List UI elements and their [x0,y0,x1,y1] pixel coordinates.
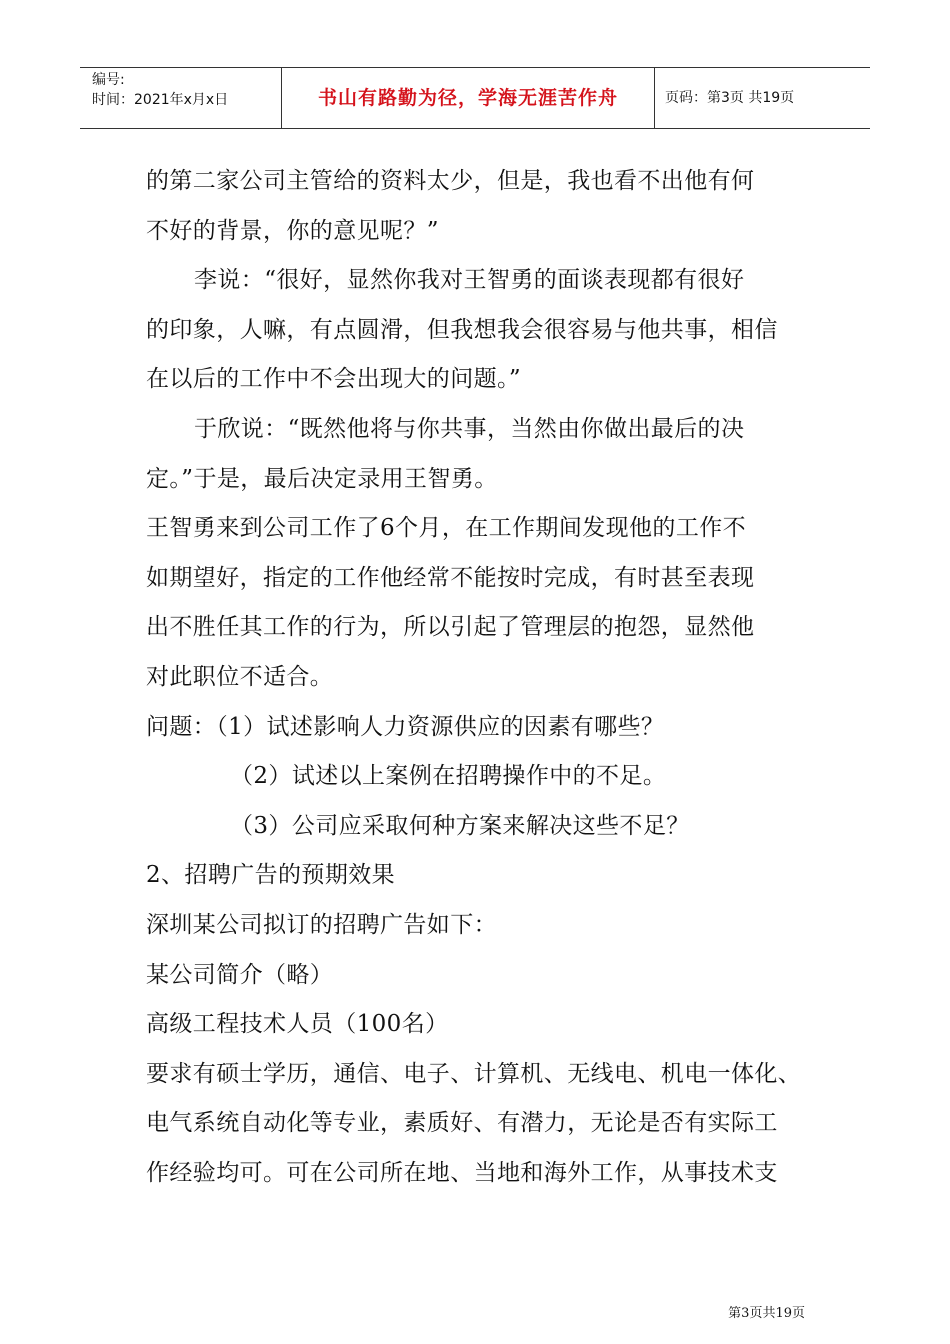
body-line: 深圳某公司拟订的招聘广告如下： [146,911,497,938]
body-line: 出不胜任其工作的行为，所以引起了管理层的抱怨，显然他 [146,614,755,641]
header-page-number: 页码：第3页 共19页 [665,90,795,106]
motto-text: 书山有路勤为径，学海无涯苦作舟 [317,87,618,109]
document-body [146,157,814,1198]
question-line: （2）试述以上案例在招聘操作中的不足。 [230,763,667,790]
page-footer: 第3页共19页 [728,1306,805,1321]
section-heading: 2、招聘广告的预期效果 [146,862,396,889]
question-line: （3）公司应采取何种方案来解决这些不足？ [230,812,690,839]
body-line: 不好的背景，你的意见呢？” [146,217,439,244]
body-line: 李说：“很好，显然你我对王智勇的面谈表现都有很好 [194,267,745,294]
body-line: 如期望好，指定的工作他经常不能按时完成，有时甚至表现 [146,564,755,591]
body-line: 高级工程技术人员（100名） [146,1011,449,1038]
body-line: 的印象，人嘛，有点圆滑，但我想我会很容易与他共事，相信 [146,316,778,343]
body-line: 的第二家公司主管给的资料太少，但是，我也看不出他有何 [146,168,755,194]
body-line: 于欣说：“既然他将与你共事，当然由你做出最后的决 [194,415,745,442]
body-line: 在以后的工作中不会出现大的问题。” [146,366,522,393]
body-line: 某公司简介（略） [146,961,334,988]
header-meta-cell [80,68,282,128]
body-line: 定。”于是，最后决定录用王智勇。 [146,465,498,492]
page-header [80,67,870,129]
body-line: 王智勇来到公司工作了6个月，在工作期间发现他的工作不 [146,515,747,542]
body-line: 对此职位不适合。 [146,663,334,690]
serial-label: 编号: [92,72,125,88]
body-line: 电气系统自动化等专业，素质好、有潜力，无论是否有实际工 [146,1110,778,1137]
question-line: 问题：（1）试述影响人力资源供应的因素有哪些？ [146,713,665,740]
header-page-cell [655,68,870,128]
time-label: 时间：2021年x月x日 [92,92,229,108]
body-line: 要求有硕士学历，通信、电子、计算机、无线电、机电一体化、 [146,1060,802,1087]
body-line: 作经验均可。可在公司所在地、当地和海外工作，从事技术支 [146,1159,778,1186]
header-motto-cell [282,68,655,128]
